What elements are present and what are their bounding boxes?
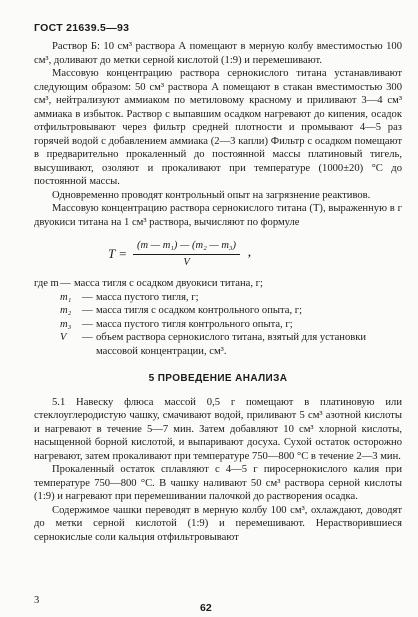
- paragraph-solution-b: Раствор Б: 10 см³ раствора А помещают в мерную колбу вместимостью 100 см³, доливают до метки серной кислотой (1:9) и перемешивают.: [34, 41, 402, 66]
- paragraph-formula-intro: Массовую концентрацию раствора сернокислого титана (Т), выраженную в г двуокиси титана на 1 см³ раствора, вычисляют по формуле: [34, 203, 402, 228]
- formula-lhs: T =: [108, 246, 128, 262]
- definition-text: масса пустого тигля, г;: [96, 291, 199, 303]
- definition-row: [34, 304, 402, 318]
- definition-dash: —: [82, 332, 93, 343]
- definition-dash: —: [82, 291, 93, 303]
- definition-dash: —: [60, 278, 71, 289]
- definition-symbol: V: [60, 332, 67, 343]
- formula-numerator: (m — m₁) — (m₂ — m₃): [133, 239, 240, 255]
- footer-left-mark: 3: [34, 595, 40, 606]
- paragraph-control-test: Одновременно проводят контрольный опыт на загрязнение реактивов.: [52, 189, 371, 201]
- paragraph-fusion: Прокаленный остаток сплавляют с 4—5 г пиросернокислого калия при температуре 750—800 °С. В чашку наливают 50 см³ раствора серной кислоты (1:9) и нагревают при перемешивании палочкой до растворения осадка.: [34, 464, 402, 502]
- definition-text: масса пустого тигля контрольного опыта, г;: [96, 318, 293, 330]
- definition-text: масса тигля с осадком двуокиси титана, г;: [74, 278, 263, 289]
- definition-symbol: где m: [34, 278, 59, 289]
- document-body: [34, 40, 402, 544]
- definition-text: масса тигля с осадком контрольного опыта, г;: [96, 305, 303, 316]
- definition-row: [34, 318, 402, 332]
- definition-symbol: m₂: [60, 305, 72, 316]
- section-title: 5 ПРОВЕДЕНИЕ АНАЛИЗА: [148, 373, 288, 384]
- page-number: 62: [200, 602, 212, 614]
- definition-symbol: m₃: [60, 318, 72, 330]
- formula-fraction: [133, 239, 240, 269]
- formula-denominator: V: [183, 256, 190, 268]
- formula: [108, 239, 402, 269]
- definition-row: [34, 331, 402, 358]
- definition-dash: —: [82, 305, 93, 316]
- variable-definitions: [34, 277, 402, 358]
- definition-row: [34, 277, 402, 291]
- document-header: ГОСТ 21639.5—93: [34, 22, 130, 34]
- paragraph-5-1: 5.1 Навеску флюса массой 0,5 г помещают в платиновую или стеклоуглеродистую чашку, смачивают водой, приливают 5 см³ азотной кислоты и нагревают в течение 5—7 мин. Затем добавляют 10 см³ хлорной кислоты, насыщенной борной кислотой, и выпаривают досуха. Сухой остаток осторожно нагревают, затем прокаливают при температуре 750—800 °С в течение 2—3 мин.: [34, 396, 402, 462]
- definition-row: [34, 291, 402, 305]
- definition-dash: —: [82, 318, 93, 330]
- paragraph-transfer: Содержимое чашки переводят в мерную колбу 100 см³, охлаждают, доводят до метки серной кислотой (1:9) и перемешивают. Нерастворившиеся сернокислые соли кальция отфильтровывают: [34, 504, 402, 543]
- formula-tail: ,: [248, 248, 251, 260]
- definition-symbol: m₁: [60, 291, 72, 303]
- definition-text: объем раствора сернокислого титана, взятый для установки массовой концентрации, см³.: [96, 332, 367, 357]
- paragraph-concentration-method: Массовую концентрацию раствора сернокислого титана устанавливают следующим образом: 50 см³ раствора А помещают в стакан вместимостью 300 см³, нейтрализуют аммиаком по метиловому красному и приливают 3—4 см³ аммиака в избыток. Раствор с выпавшим осадком нагревают до кипения, осадок отфильтровывают через фильтр средней плотности и промывают 4—5 раз горячей водой с добавлением аммиака (2—3 капли) Фильтр с осадком помещают в предварительно прокаленный до постоянной массы платиновый тигель, высушивают, озоляют и прокаливают при температуре (1000±20) °С до постоянной массы.: [34, 68, 402, 187]
